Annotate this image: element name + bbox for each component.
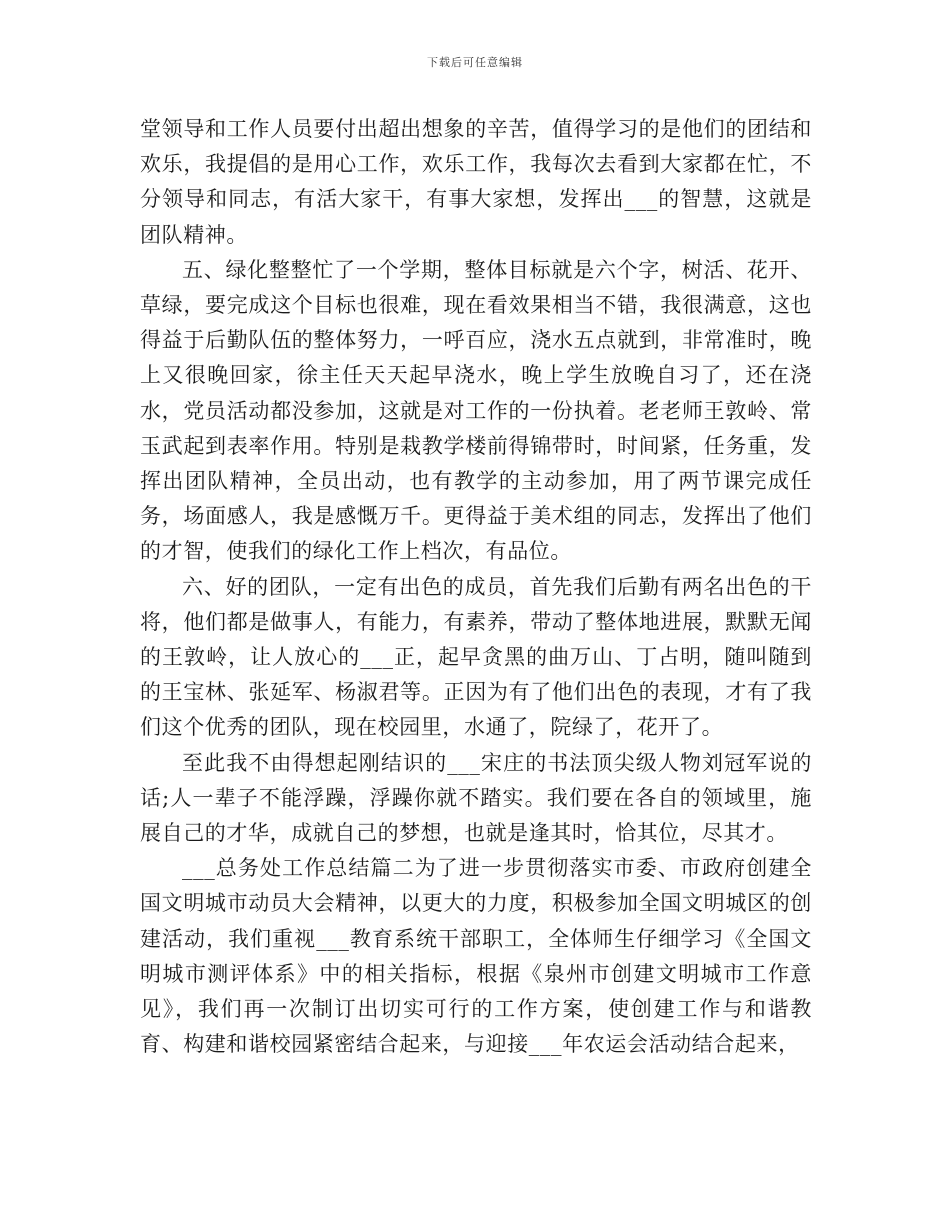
paragraph-3: 六、好的团队，一定有出色的成员，首先我们后勤有两名出色的干将，他们都是做事人，有能力，有素养，带动了整体地进展，默默无闻的王敦岭，让人放心的___正，起早贪黑的曲万山、丁占明，随叫随到的王宝林、张延军、杨淑君等。正因为有了他们出色的表现，才有了我们这个优秀的团队，现在校园里，水通了，院绿了，花开了。 [140,574,812,740]
paragraph-2: 五、绿化整整忙了一个学期，整体目标就是六个字，树活、花开、草绿，要完成这个目标也很难，现在看效果相当不错，我很满意，这也得益于后勤队伍的整体努力，一呼百应，浇水五点就到，非常准时，晚上又很晚回家，徐主任天天起早浇水，晚上学生放晚自习了，还在浇水，党员活动都没参加，这就是对工作的一份执着。老老师王敦岭、常玉武起到表率作用。特别是栽教学楼前得锦带时，时间紧，任务重，发挥出团队精神，全员出动，也有教学的主动参加，用了两节课完成任务，场面感人，我是感慨万千。更得益于美术组的同志，发挥出了他们的才智，使我们的绿化工作上档次，有品位。 [140,257,812,564]
document-body [140,112,812,1062]
paragraph-4: 至此我不由得想起刚结识的___宋庄的书法顶尖级人物刘冠军说的话;人一辈子不能浮躁，浮躁你就不踏实。我们要在各自的领域里，施展自己的才华，成就自己的梦想，也就是逢其时，恰其位，尽其才。 [140,750,812,846]
header-note: 下载后可任意编辑 [427,56,523,69]
paragraph-5: ___总务处工作总结篇二为了进一步贯彻落实市委、市政府创建全国文明城市动员大会精神，以更大的力度，积极参加全国文明城区的创建活动，我们重视___教育系统干部职工，全体师生仔细学习《全国文明城市测评体系》中的相关指标，根据《泉州市创建文明城市工作意见》，我们再一次制订出切实可行的工作方案，使创建工作与和谐教育、构建和谐校园紧密结合起来，与迎接___年农运会活动结合起来， [140,856,812,1057]
paragraph-1: 堂领导和工作人员要付出超出想象的辛苦，值得学习的是他们的团结和欢乐，我提倡的是用心工作，欢乐工作，我每次去看到大家都在忙，不分领导和同志，有活大家干，有事大家想，发挥出___的智慧，这就是团队精神。 [140,117,812,247]
